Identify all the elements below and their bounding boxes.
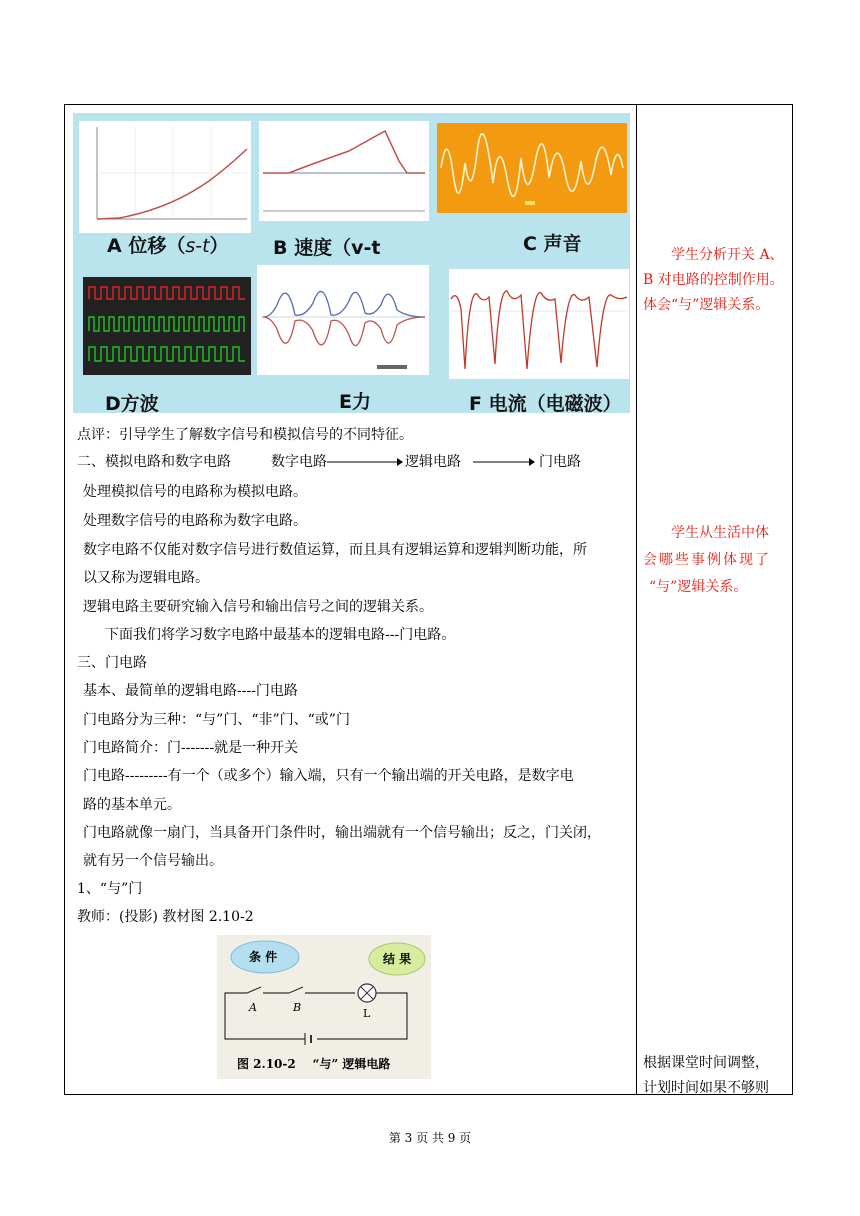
circuit-caption: 图 2.10-2 “与” 逻辑电路 [237, 1057, 391, 1071]
para-basic: 基本、最简单的逻辑电路----门电路 [83, 683, 298, 699]
teacher-line: 教师：(投影) 教材图 2.10-2 [77, 909, 254, 925]
caption-d: D方波 [105, 393, 159, 413]
side-note-1b: B 对电路的控制作用。 体会“与”逻辑关系。 [643, 272, 784, 313]
side-note-2c: “与”逻辑关系。 [649, 579, 748, 595]
para-logic-1: 数字电路不仅能对数字信号进行数值运算，而且具有逻辑运算和逻辑判断功能，所 [83, 542, 587, 558]
flow-logic: 逻辑电路 [405, 454, 461, 470]
para-next: 下面我们将学习数字电路中最基本的逻辑电路---门电路。 [105, 627, 456, 643]
side-note-1: 学生分析开关 A、 [671, 247, 784, 263]
para-logic-relation: 逻辑电路主要研究输入信号和输出信号之间的逻辑关系。 [83, 599, 433, 615]
arrow-icon [473, 457, 535, 467]
sub-and-gate: 1、“与”门 [77, 881, 143, 897]
section2-heading-line [77, 452, 629, 472]
sound-wave-chart [437, 123, 627, 213]
para-door-1: 门电路就像一扇门，当具备开门条件时，输出端就有一个信号输出；反之，门关闭， [83, 825, 601, 841]
para-gate-2: 路的基本单元。 [83, 797, 181, 813]
signal-types-figure [73, 113, 630, 413]
caption-f: F 电流（电磁波） [469, 393, 622, 413]
caption-c: C 声音 [523, 233, 582, 255]
para-digital: 处理数字信号的电路称为数字电路。 [83, 513, 307, 529]
para-logic-2: 以又称为逻辑电路。 [83, 570, 209, 586]
para-types: 门电路分为三种：“与”门、“非”门、“或”门 [83, 712, 350, 728]
force-chart [257, 265, 429, 375]
section3-heading: 三、门电路 [77, 655, 147, 671]
caption-a: A 位移（s-t） [107, 235, 229, 257]
para-intro: 门电路简介：门-------就是一种开关 [83, 740, 299, 756]
cloud-result-label: 结 果 [383, 952, 412, 966]
comment-line: 点评：引导学生了解数字信号和模拟信号的不同特征。 [77, 427, 413, 443]
switch-b-label: B [293, 1001, 302, 1014]
cloud-condition-label: 条 件 [249, 950, 278, 964]
side-note-3: 根据课堂时间调整， 计划时间如果不够则 [643, 1055, 769, 1096]
flow-gate: 门电路 [539, 454, 581, 470]
arrow-icon [327, 457, 403, 467]
flow-digital: 数字电路 [271, 454, 327, 470]
current-chart [449, 269, 629, 379]
and-circuit-figure [217, 935, 431, 1079]
para-gate-1: 门电路---------有一个（或多个）输入端，只有一个输出端的开关电路，是数字电 [83, 768, 574, 784]
page-footer: 第 3 页 共 9 页 [388, 1131, 472, 1145]
side-note-2: 学生从生活中体 [671, 525, 769, 541]
para-door-2: 就有另一个信号输出。 [83, 853, 223, 869]
switch-a-label: A [249, 1001, 257, 1014]
displacement-chart [79, 121, 251, 233]
caption-e: E力 [339, 391, 371, 413]
lamp-label: L [363, 1007, 371, 1020]
caption-b: B 速度（v-t [273, 237, 381, 259]
side-note-2b: 会哪些事例体现了 [643, 552, 771, 568]
column-divider [636, 105, 637, 1094]
lesson-table [64, 104, 793, 1095]
section2-heading: 二、模拟电路和数字电路 [77, 454, 231, 470]
para-analog: 处理模拟信号的电路称为模拟电路。 [83, 484, 307, 500]
square-wave-chart [83, 277, 251, 375]
velocity-chart [259, 121, 429, 221]
